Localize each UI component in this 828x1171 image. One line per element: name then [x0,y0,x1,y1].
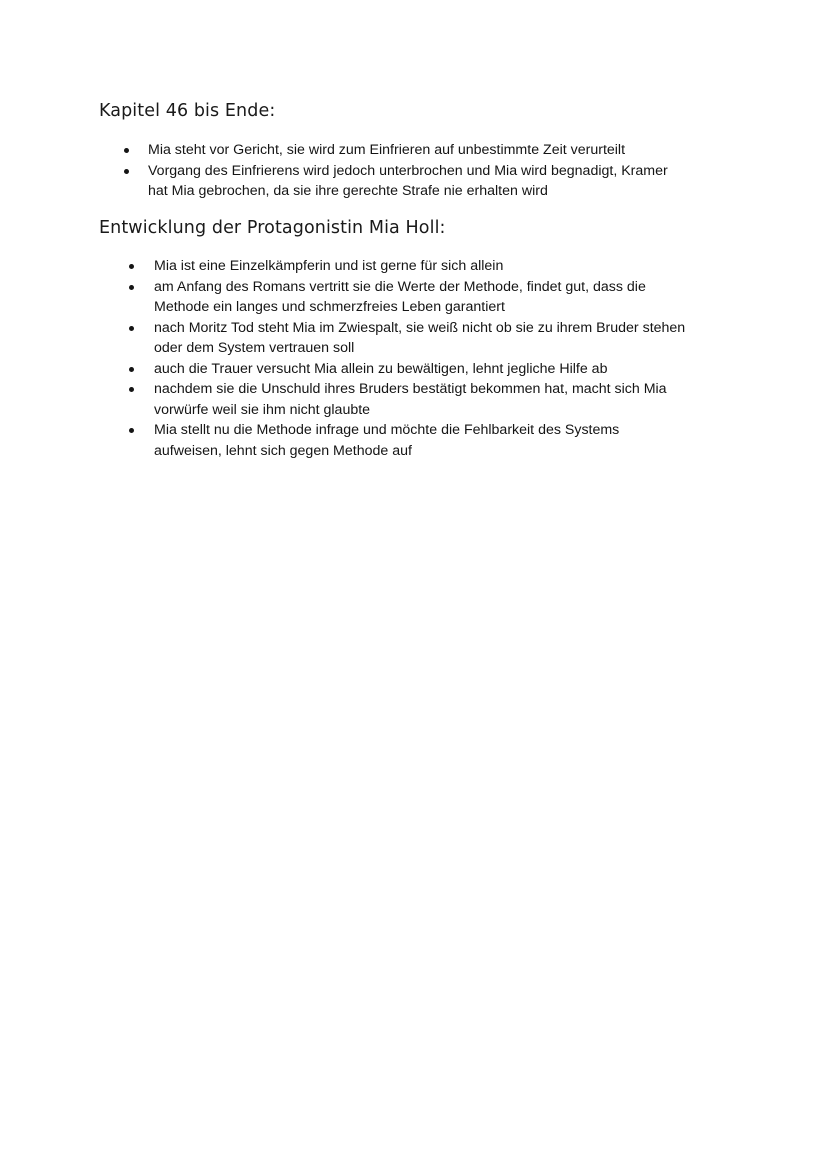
list-item [148,140,728,161]
bullet-icon [124,148,129,153]
list-item-line: Vorgang des Einfrierens wird jedoch unterbrochen und Mia wird begnadigt, Kramer [148,162,668,179]
list-item-line: oder dem System vertrauen soll [154,340,355,356]
list-item-line: nachdem sie die Unschuld ihres Bruders bestätigt bekommen hat, macht sich Mia [154,381,667,397]
list-item-line: auch die Trauer versucht Mia allein zu bewältigen, lehnt jegliche Hilfe ab [154,360,608,377]
list-item-line: Methode ein langes und schmerzfreies Leben garantiert [154,299,505,315]
bullet-list [154,256,744,461]
list-item-line: am Anfang des Romans vertritt sie die Werte der Methode, findet gut, dass die [154,278,646,295]
list-item-line: vorwürfe weil sie ihm nicht glaubte [154,401,371,418]
bullet-icon [124,169,129,174]
bullet-icon [129,326,134,331]
bullet-icon [129,264,134,269]
bullet-icon [129,387,134,392]
section-heading: Entwicklung der Protagonistin Mia Holl: [99,218,446,238]
list-item-line: Mia stellt nu die Methode infrage und möchte die Fehlbarkeit des Systems [154,422,620,438]
list-item [148,161,728,202]
list-item-line: nach Moritz Tod steht Mia im Zwiespalt, sie weiß nicht ob sie zu ihrem Bruder stehen [154,319,686,336]
list-item [154,277,744,318]
bullet-list [148,140,728,202]
list-item [154,318,744,359]
list-item [154,379,744,420]
list-item-line: Mia steht vor Gericht, sie wird zum Einfrieren auf unbestimmte Zeit verurteilt [148,142,626,158]
bullet-icon [129,428,134,433]
bullet-icon [129,367,134,372]
list-item-line: aufweisen, lehnt sich gegen Methode auf [154,442,412,459]
bullet-icon [129,285,134,290]
list-item-line: Mia ist eine Einzelkämpferin und ist gerne für sich allein [154,258,504,274]
list-item [154,359,744,380]
list-item [154,256,744,277]
list-item [154,420,744,461]
list-item-line: hat Mia gebrochen, da sie ihre gerechte Strafe nie erhalten wird [148,183,548,199]
section-heading: Kapitel 46 bis Ende: [99,101,276,121]
